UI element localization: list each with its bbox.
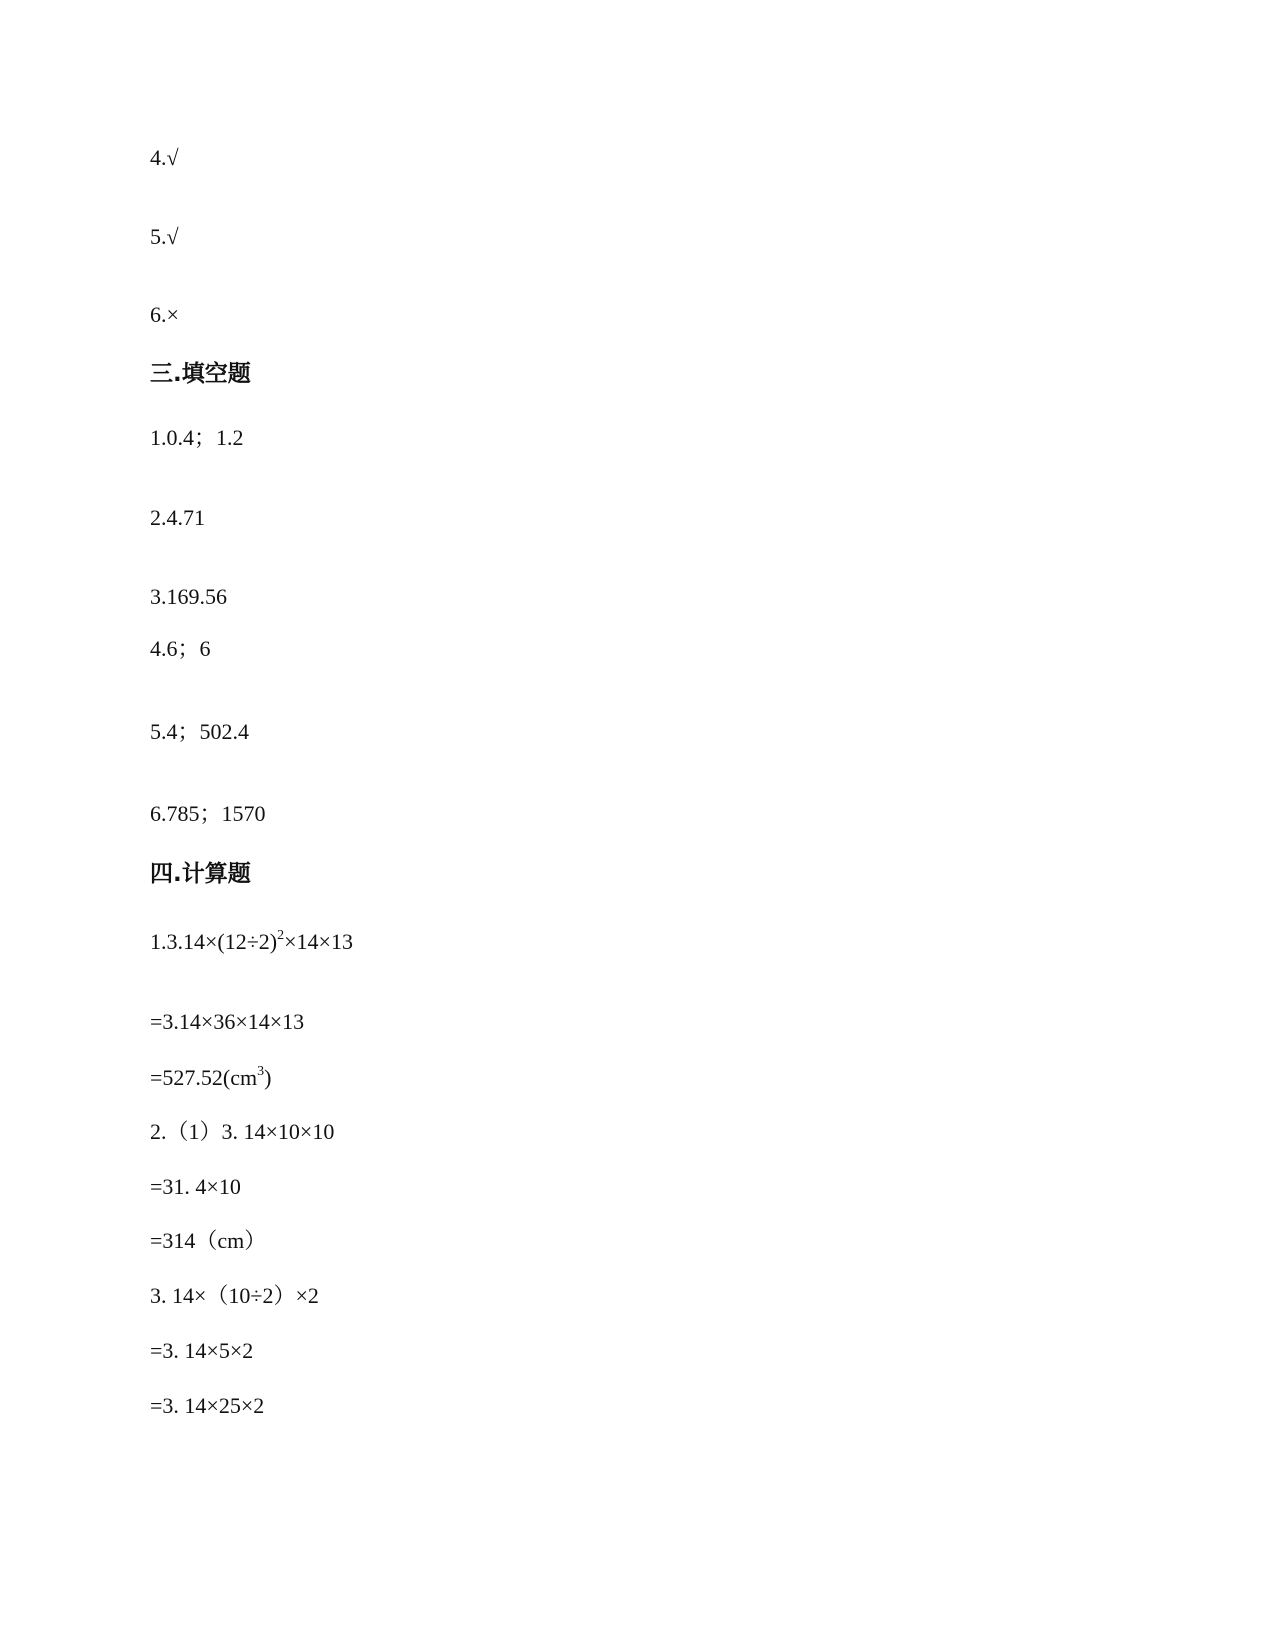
calc-q1-line3 [150,1065,271,1091]
section-title-fill-in: 三.填空题 [150,361,251,387]
fill-answer-2: 2.4.71 [150,505,205,530]
calc-q1-line3-prefix: =527.52(cm [150,1065,258,1090]
calc-q2-line5: =3. 14×5×2 [150,1338,254,1363]
tf-answer-4: 4.√ [150,145,179,170]
calc-q2-line1: 2.（1）3. 14×10×10 [150,1119,335,1144]
calc-q1-line3-exponent: 3 [257,1063,265,1079]
calc-q1-line1-exponent: 2 [277,927,285,943]
calc-q2-line4: 3. 14×（10÷2）×2 [150,1283,319,1308]
fill-answer-1: 1.0.4；1.2 [150,425,244,450]
calc-q1-line1 [150,929,353,955]
fill-answer-5: 5.4；502.4 [150,719,250,744]
calc-q2-line6: =3. 14×25×2 [150,1393,265,1418]
calc-q2-line2: =31. 4×10 [150,1174,241,1199]
fill-answer-6: 6.785；1570 [150,801,266,826]
calc-q1-line1-suffix: ×14×13 [284,929,353,954]
tf-answer-5: 5.√ [150,224,179,249]
section-title-calculation: 四.计算题 [150,861,251,887]
fill-answer-4: 4.6；6 [150,636,211,661]
calc-q1-line3-suffix: ) [264,1065,272,1090]
tf-answer-6: 6.× [150,302,179,327]
fill-answer-3: 3.169.56 [150,584,227,609]
calc-q1-line1-prefix: 1.3.14×(12÷2) [150,929,278,954]
calc-q2-line3: =314（cm） [150,1228,267,1253]
calc-q1-line2: =3.14×36×14×13 [150,1009,305,1034]
